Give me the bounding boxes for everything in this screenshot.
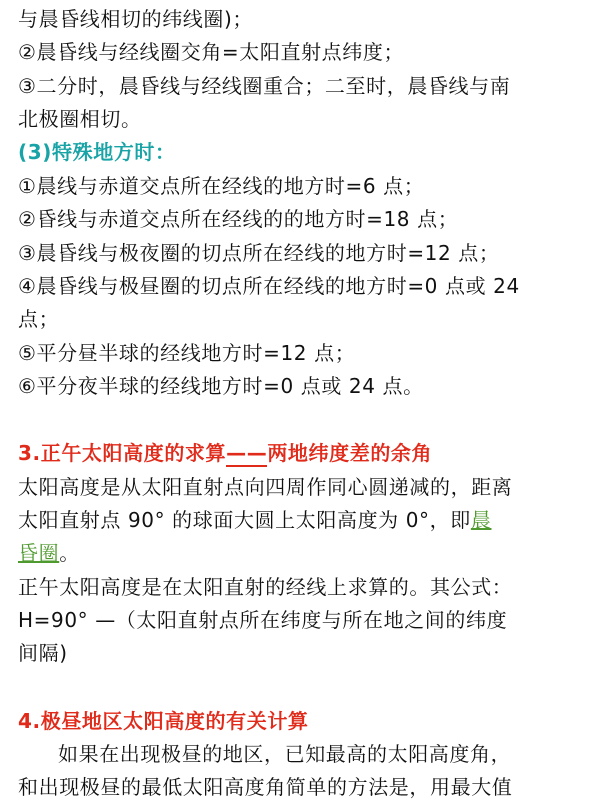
- subsection-heading: (3)特殊地方时：: [18, 140, 176, 164]
- list-item: ②昏线与赤道交点所在经线的的地方时=18 点；: [18, 207, 459, 231]
- paragraph-line: [18, 507, 491, 533]
- terminator-link[interactable]: 昏圈: [18, 541, 60, 565]
- list-item: ⑤平分昼半球的经线地方时=12 点；: [18, 341, 356, 365]
- list-item: ③晨昏线与极夜圈的切点所在经线的地方时=12 点；: [18, 241, 500, 265]
- list-item: ⑥平分夜半球的经线地方时=0 点或 24 点。: [18, 374, 424, 398]
- text-line: ③二分时，晨昏线与经线圈重合；二至时，晨昏线与南: [18, 74, 511, 98]
- paragraph-line: 正午太阳高度是在太阳直射的经线上求算的。其公式：: [18, 575, 513, 599]
- paragraph-line: 和出现极昼的最低太阳高度角简单的方法是，用最大值: [18, 775, 513, 799]
- paragraph-line: [18, 540, 80, 566]
- list-item-continuation: 点；: [18, 307, 60, 331]
- section-subtitle: 两地纬度差的余角: [267, 441, 433, 465]
- text-line: 与晨昏线相切的纬线圈)；: [18, 7, 254, 31]
- paragraph-text: 太阳直射点 90° 的球面大圆上太阳高度为 0°，即: [18, 508, 471, 532]
- text-line: ②晨昏线与经线圈交角=太阳直射点纬度；: [18, 40, 405, 64]
- paragraph-line: 太阳高度是从太阳直射点向四周作同心圆递减的，距离: [18, 475, 513, 499]
- list-item: ①晨线与赤道交点所在经线的地方时=6 点；: [18, 174, 425, 198]
- section-heading: 4.极昼地区太阳高度的有关计算: [18, 709, 309, 733]
- section-title: 3.正午太阳高度的求算: [18, 441, 227, 465]
- list-item: ④晨昏线与极昼圈的切点所在经线的地方时=0 点或 24: [18, 274, 520, 298]
- text-line: 北极圈相切。: [18, 107, 142, 131]
- paragraph-text: 。: [59, 541, 80, 565]
- terminator-link[interactable]: 晨: [470, 508, 492, 532]
- title-dash: ——: [226, 441, 268, 465]
- formula-line: H=90° —（太阳直射点所在纬度与所在地之间的纬度: [18, 608, 508, 632]
- formula-line: 间隔): [18, 641, 68, 665]
- paragraph-line: 如果在出现极昼的地区，已知最高的太阳高度角，: [58, 742, 512, 766]
- section-heading: [18, 440, 432, 466]
